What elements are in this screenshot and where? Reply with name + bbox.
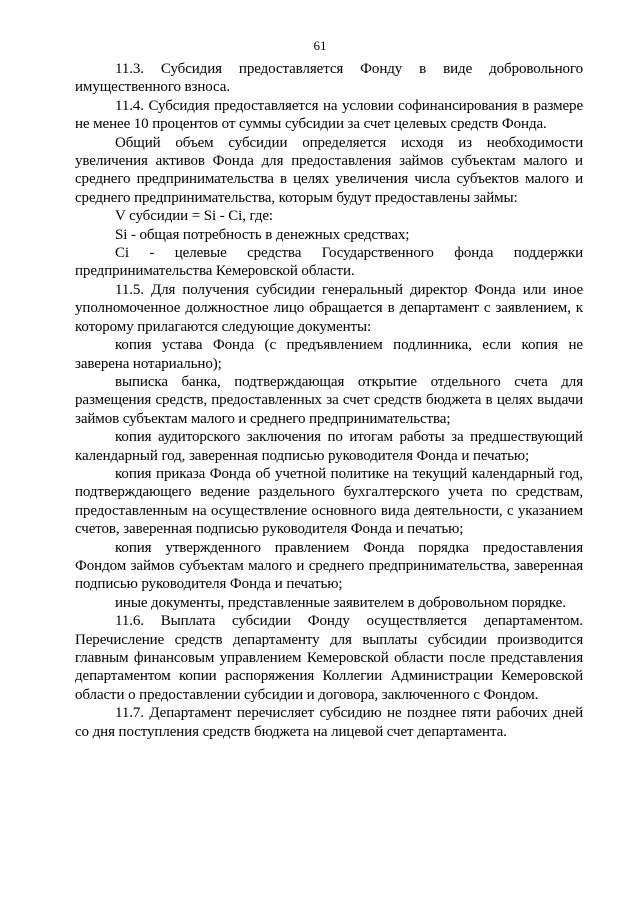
paragraph-subsidy-volume: Общий объем субсидии определяется исходя из необходимости увеличения активов Фонда для предоставления займов субъектам малого и среднего предпринимательства в целях увеличения числа субъектов малого и среднего предпринимательства, которым будут предоставлены займы: <box>75 134 583 206</box>
document-list-item-loan-procedure: копия утвержденного правлением Фонда порядка предоставления Фондом займов субъектам малого и среднего предпринимательства, заверенная подписью руководителя Фонда и печатью; <box>75 539 583 593</box>
paragraph-11-7: 11.7. Департамент перечисляет субсидию не позднее пяти рабочих дней со дня поступления средств бюджета на лицевой счет департамента. <box>75 705 583 740</box>
document-list-item-other: иные документы, представленные заявителем в добровольном порядке. <box>115 594 566 611</box>
document-list-item-bank-statement: выписка банка, подтверждающая открытие отдельного счета для размещения средств, предоставленных за счет средств бюджета в целях выдачи займов субъектам малого и среднего предпринимательства; <box>75 373 583 427</box>
formula-line: V субсидии = Si - Ci, где: <box>115 208 273 225</box>
paragraph-11-6: 11.6. Выплата субсидии Фонду осуществляется департаментом. Перечисление средств департаменту для выплаты субсидии производится главным финансовым управлением Кемеровской области после представления департаментом копии распоряжения Коллегии Администрации Кемеровской области о предоставлении субсидии и договора, заключенного с Фондом. <box>75 613 583 703</box>
paragraph-11-4: 11.4. Субсидия предоставляется на условии софинансирования в размере не менее 10 процентов от суммы субсидии за счет целевых средств Фонда. <box>75 97 583 133</box>
formula-ci-definition: Ci - целевые средства Государственного фонда поддержки предпринимательства Кемеровской области. <box>75 245 583 280</box>
document-list-item-accounting-policy: копия приказа Фонда об учетной политике на текущий календарный год, подтверждающего ведение раздельного бухгалтерского учета по средствам, предоставленным на осуществление основного вида деятельности, с указанием счетов, заверенная подписью руководителя Фонда и печатью; <box>75 465 583 538</box>
page-number: 61 <box>313 38 327 53</box>
document-body <box>75 60 583 741</box>
paragraph-11-3: 11.3. Субсидия предоставляется Фонду в виде добровольного имущественного взноса. <box>75 61 583 96</box>
paragraph-11-5: 11.5. Для получения субсидии генеральный директор Фонда или иное уполномоченное должностное лицо обращается в департамент с заявлением, к которому прилагаются следующие документы: <box>75 281 583 335</box>
document-list-item-charter: копия устава Фонда (с предъявлением подлинника, если копия не заверена нотариально); <box>75 337 583 372</box>
document-list-item-audit: копия аудиторского заключения по итогам работы за предшествующий календарный год, заверенная подписью руководителя Фонда и печатью; <box>75 429 583 464</box>
formula-si-definition: Si - общая потребность в денежных средствах; <box>115 226 410 243</box>
